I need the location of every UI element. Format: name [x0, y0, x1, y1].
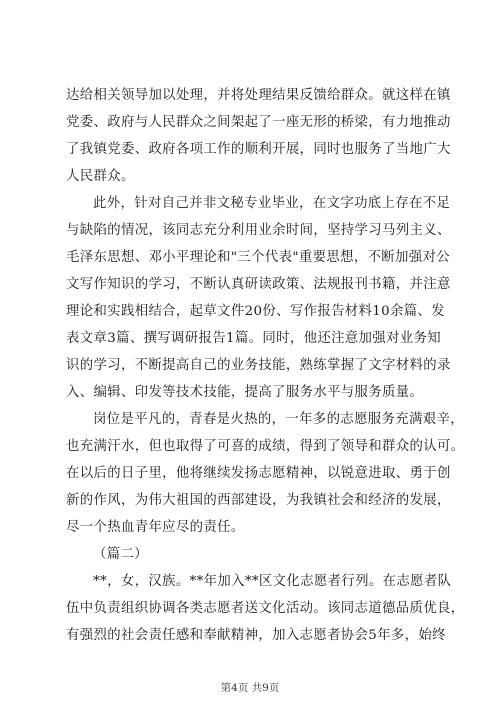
text-line: 文写作知识的学习，不断认真研读政策、法规报刊书籍，并注意 — [66, 277, 451, 292]
text-line: 毛泽东思想、邓小平理论和"三个代表"重要思想，不断加强对公 — [66, 250, 451, 265]
text-line: 在以后的日子里，他将继续发扬志愿精神，以锐意进取、勇于创 — [66, 466, 451, 481]
text-line: **，女，汉族。**年加入**区文化志愿者行列。在志愿者队 — [93, 574, 452, 589]
text-line: 也充满汗水，但也取得了可喜的成绩，得到了领导和群众的认可。 — [66, 439, 465, 454]
text-line: 党委、政府与人民群众之间架起了一座无形的桥梁，有力地推动 — [66, 115, 451, 130]
text-line: 表文章3篇、撰写调研报告1篇。同时，他还注意加强对业务知 — [66, 331, 441, 346]
text-line: 识的学习，不断提高自己的业务技能，熟练掌握了文字材料的录 — [66, 358, 451, 373]
text-line: 人民群众。 — [66, 169, 135, 184]
section-heading: （篇二） — [93, 547, 148, 562]
text-line: 此外，针对自己并非文秘专业毕业，在文字功底上存在不足 — [93, 196, 451, 211]
text-line: 有强烈的社会责任感和奉献精神，加入志愿者协会5年多，始终 — [66, 628, 446, 643]
text-line: 岗位是平凡的，青春是火热的，一年多的志愿服务充满艰辛， — [93, 412, 464, 427]
text-line: 达给相关领导加以处理，并将处理结果反馈给群众。就这样在镇 — [66, 88, 451, 103]
page-number-footer: 第4页 共9页 — [220, 682, 280, 694]
text-line: 入、编辑、印发等技术技能，提高了服务水平与服务质量。 — [66, 385, 424, 400]
text-line: 新的作风，为伟大祖国的西部建设，为我镇社会和经济的发展， — [66, 493, 451, 508]
text-line: 尽一个热血青年应尽的责任。 — [66, 520, 245, 535]
text-line: 伍中负责组织协调各类志愿者送文化活动。该同志道德品质优良， — [66, 601, 465, 616]
text-line: 与缺陷的情况，该同志充分利用业余时间，坚持学习马列主义、 — [66, 223, 451, 238]
text-line: 了我镇党委、政府各项工作的顺利开展，同时也服务了当地广大 — [66, 142, 451, 157]
text-line: 理论和实践相结合，起草文件20份、写作报告材料10余篇、发 — [66, 304, 445, 319]
